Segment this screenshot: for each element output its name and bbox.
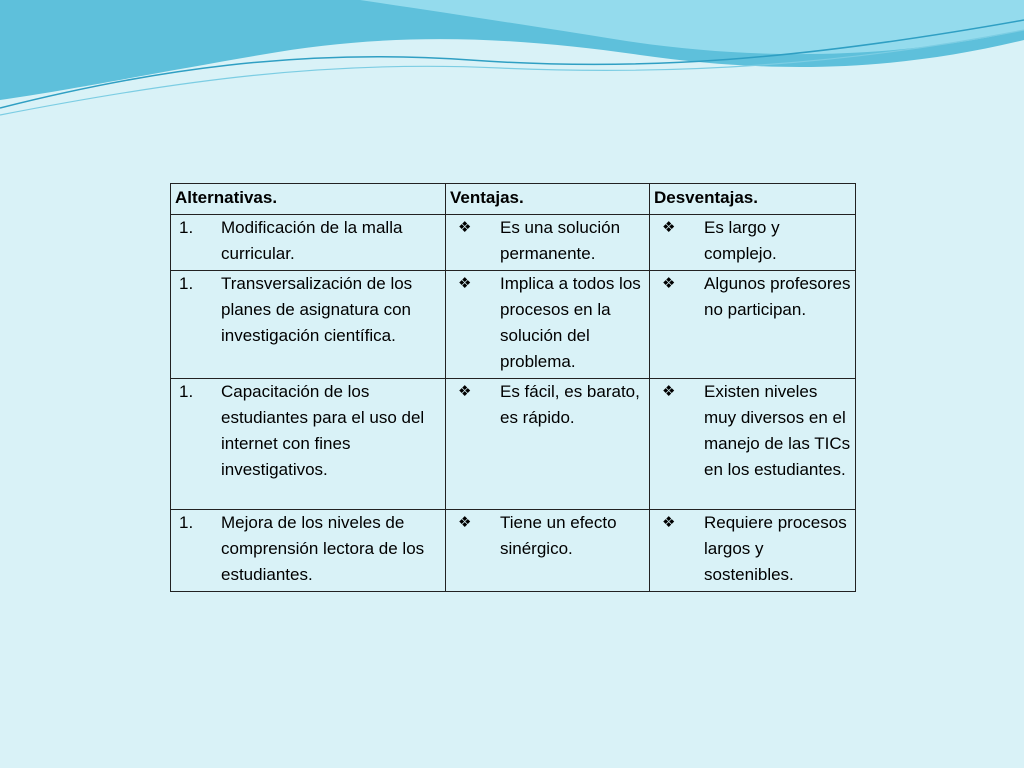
- diamond-bullet-icon: ❖: [662, 275, 676, 292]
- header-desventajas: Desventajas.: [650, 184, 856, 215]
- diamond-bullet-icon: ❖: [662, 219, 676, 236]
- header-alternativas: Alternativas.: [171, 184, 446, 215]
- header-wave-decoration: [0, 0, 1024, 130]
- ventaja-text: Es fácil, es barato, es rápido.: [500, 382, 640, 427]
- table-row: [171, 510, 856, 592]
- diamond-bullet-icon: ❖: [458, 514, 472, 531]
- ventaja-text: Es una solución permanente.: [500, 218, 621, 263]
- desventaja-text: Requiere procesos largos y sostenibles.: [704, 513, 847, 584]
- table-header-row: [171, 184, 856, 215]
- desventaja-text: Existen niveles muy diversos en el manejo de las TICs en los estudiantes.: [704, 382, 851, 479]
- row-number: 1.: [179, 218, 194, 237]
- desventaja-text: Es largo y complejo.: [704, 218, 780, 263]
- diamond-bullet-icon: ❖: [458, 219, 472, 236]
- ventaja-text: Implica a todos los procesos en la solución del problema.: [500, 274, 641, 371]
- alternativa-text: Mejora de los niveles de comprensión lectora de los estudiantes.: [221, 513, 425, 584]
- comparison-table: [170, 183, 856, 592]
- ventaja-text: Tiene un efecto sinérgico.: [500, 513, 617, 558]
- diamond-bullet-icon: ❖: [458, 383, 472, 400]
- diamond-bullet-icon: ❖: [662, 383, 676, 400]
- table-row: [171, 271, 856, 379]
- row-number: 1.: [179, 382, 194, 401]
- diamond-bullet-icon: ❖: [458, 275, 472, 292]
- diamond-bullet-icon: ❖: [662, 514, 676, 531]
- row-number: 1.: [179, 274, 194, 293]
- table-row: [171, 215, 856, 271]
- desventaja-text: Algunos profesores no participan.: [704, 274, 851, 319]
- header-ventajas: Ventajas.: [446, 184, 650, 215]
- alternativa-text: Modificación de la malla curricular.: [221, 218, 403, 263]
- alternativa-text: Transversalización de los planes de asignatura con investigación científica.: [221, 274, 413, 345]
- table-row: [171, 379, 856, 510]
- row-number: 1.: [179, 513, 194, 532]
- alternativa-text: Capacitación de los estudiantes para el uso del internet con fines investigativos.: [221, 382, 425, 479]
